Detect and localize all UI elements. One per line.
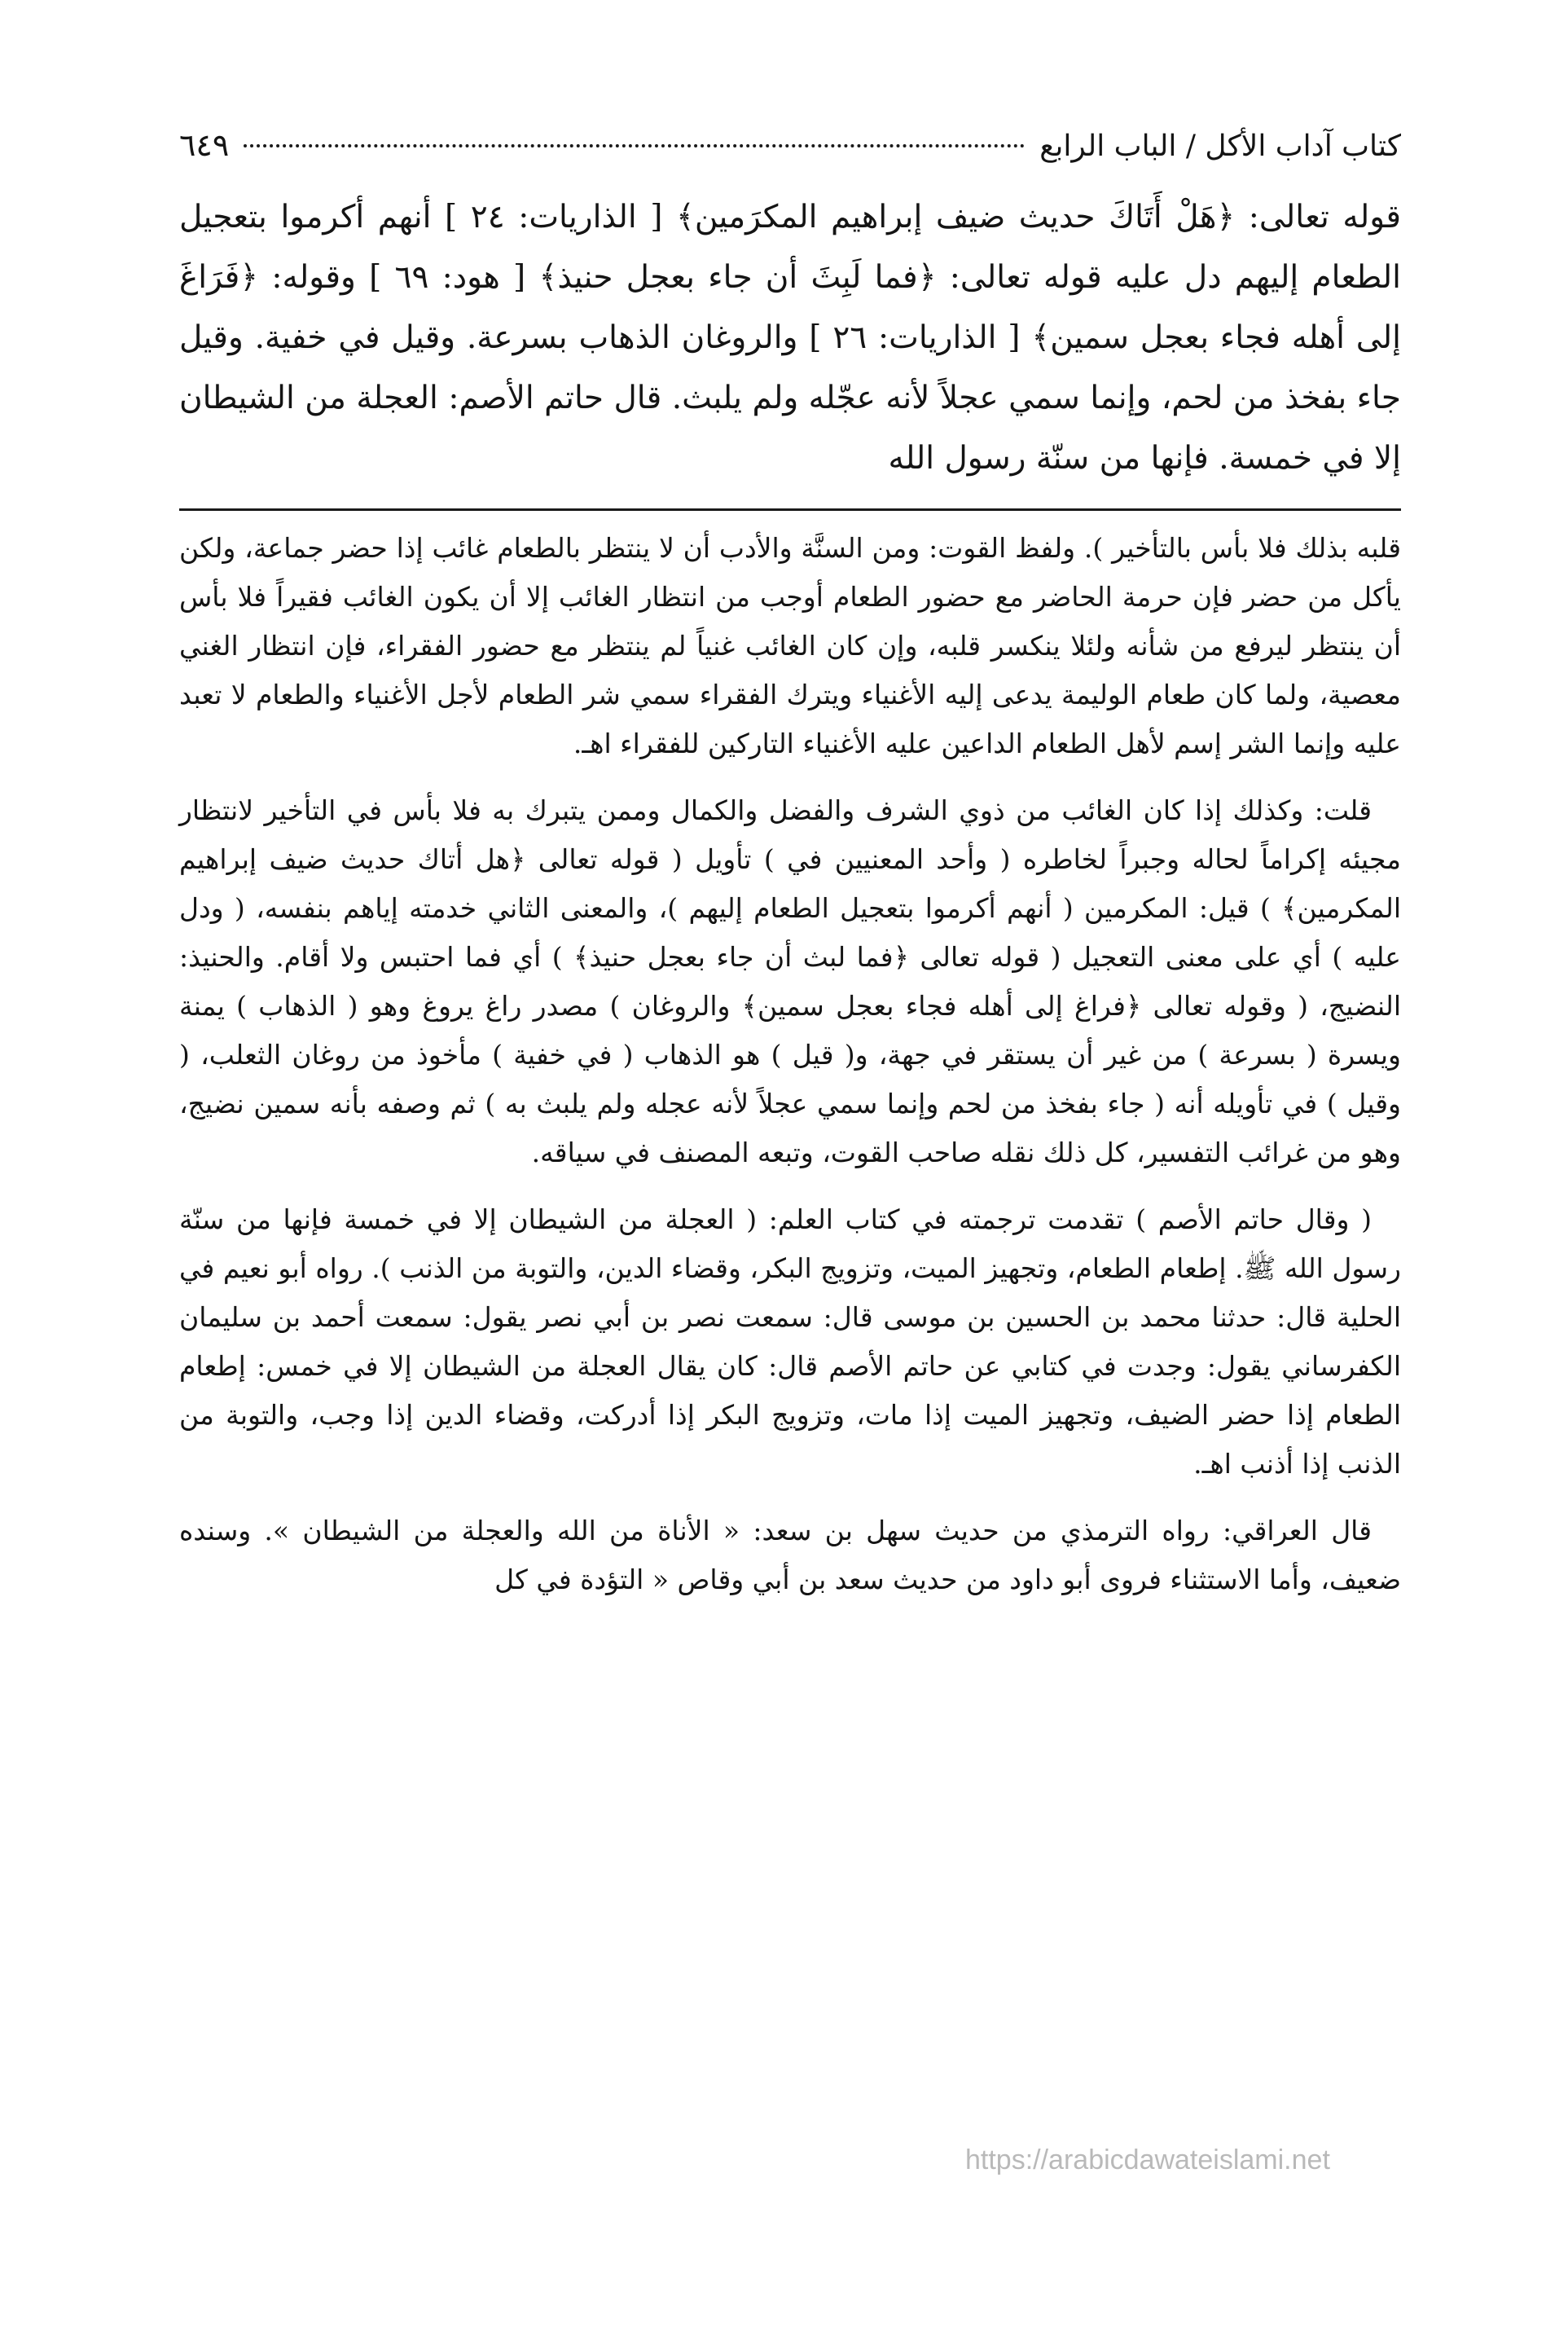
running-title: كتاب آداب الأكل / الباب الرابع (1039, 130, 1401, 163)
commentary-paragraph: قلت: وكذلك إذا كان الغائب من ذوي الشرف والفضل والكمال وممن يتبرك به فلا بأس في التأخير لانتظار مجيئه إكراماً لحاله وجبراً لخاطره ( وأحد المعنيين في ) تأويل ( قوله تعالى ﴿هل أتاك حديث ضيف إبراهيم المكرمين﴾ ) قيل: المكرمين ( أنهم أكرموا بتعجيل الطعام إليهم )، والمعنى الثاني خدمته إياهم بنفسه، ( ودل عليه ) أي على معنى التعجيل ( قوله تعالى ﴿فما لبث أن جاء بعجل حنيذ﴾ ) أي فما احتبس ولا أقام. والحنيذ: النضيج، ( وقوله تعالى ﴿فراغ إلى أهله فجاء بعجل سمين﴾ والروغان ) مصدر راغ يروغ وهو ( الذهاب ) يمنة ويسرة ( بسرعة ) من غير أن يستقر في جهة، و( قيل ) هو الذهاب ( في خفية ) مأخوذ من روغان الثعلب، ( وقيل ) في تأويله أنه ( جاء بفخذ من لحم وإنما سمي عجلاً لأنه عجله ولم يلبث به ) ثم وصفه بأنه سمين نضيج، وهو من غرائب التفسير، كل ذلك نقله صاحب القوت، وتبعه المصنف في سياقه. (179, 794, 1401, 1168)
running-header (179, 122, 1401, 171)
commentary-paragraph: قلبه بذلك فلا بأس بالتأخير ). ولفظ القوت: ومن السنَّة والأدب أن لا ينتظر بالطعام غائب إذا حضر جماعة، ولكن يأكل من حضر فإن حرمة الحاضر مع حضور الطعام أوجب من انتظار الغائب إلا أن يكون الغائب فقيراً فلا بأس أن ينتظر ليرفع من شأنه ولئلا ينكسر قلبه، وإن كان الغائب غنياً لم ينتظر مع حضور الفقراء، فإن انتظار الغني معصية، ولما كان طعام الوليمة يدعى إليه الأغنياء ويترك الفقراء سمي شر الطعام لأجل الأغنياء والطعام لا تعبد عليه وإنما الشر إسم لأهل الطعام الداعين عليه الأغنياء التاركين للفقراء اهـ. (179, 532, 1401, 759)
dotted-leader (244, 144, 1025, 147)
watermark-url: https://arabicdawateislami.net (965, 2144, 1330, 2175)
book-page (179, 122, 1401, 1622)
footnote-separator-line (179, 508, 1401, 511)
page-number: ٦٤٩ (179, 127, 230, 163)
main-text-paragraph: قوله تعالى: ﴿هَلْ أَتَاكَ حديث ضيف إبراهيم المكرَمين﴾ [ الذاريات: ٢٤ ] أنهم أكرموا بتعجيل الطعام إليهم دل عليه قوله تعالى: ﴿فما لَبِثَ أن جاء بعجل حنيذ﴾ [ هود: ٦٩ ] وقوله: ﴿فَرَاغَ إلى أهله فجاء بعجل سمين﴾ [ الذاريات: ٢٦ ] والروغان الذهاب بسرعة. وقيل في خفية. وقيل جاء بفخذ من لحم، وإنما سمي عجلاً لأنه عجّله ولم يلبث. قال حاتم الأصم: العجلة من الشيطان إلا في خمسة. فإنها من سنّة رسول الله (179, 199, 1402, 477)
commentary-paragraph: ( وقال حاتم الأصم ) تقدمت ترجمته في كتاب العلم: ( العجلة من الشيطان إلا في خمسة فإنها من سنّة رسول الله ﷺ. إطعام الطعام، وتجهيز الميت، وتزويج البكر، وقضاء الدين، والتوبة من الذنب ). رواه أبو نعيم في الحلية قال: حدثنا محمد بن الحسين بن موسى قال: سمعت نصر بن أبي نصر يقول: سمعت أحمد بن سليمان الكفرساني يقول: وجدت في كتابي عن حاتم الأصم قال: كان يقال العجلة من الشيطان إلا في خمس: إطعام الطعام إذا حضر الضيف، وتجهيز الميت إذا مات، وتزويج البكر إذا أدركت، وقضاء الدين إذا وجب، والتوبة من الذنب إذا أذنب اهـ. (179, 1203, 1401, 1480)
commentary-paragraph: قال العراقي: رواه الترمذي من حديث سهل بن سعد: « الأناة من الله والعجلة من الشيطان ». وسنده ضعيف، وأما الاستثناء فروى أبو داود من حديث سعد بن أبي وقاص « التؤدة في كل (179, 1515, 1401, 1595)
commentary-block (179, 524, 1401, 1604)
main-text-block (179, 187, 1401, 489)
